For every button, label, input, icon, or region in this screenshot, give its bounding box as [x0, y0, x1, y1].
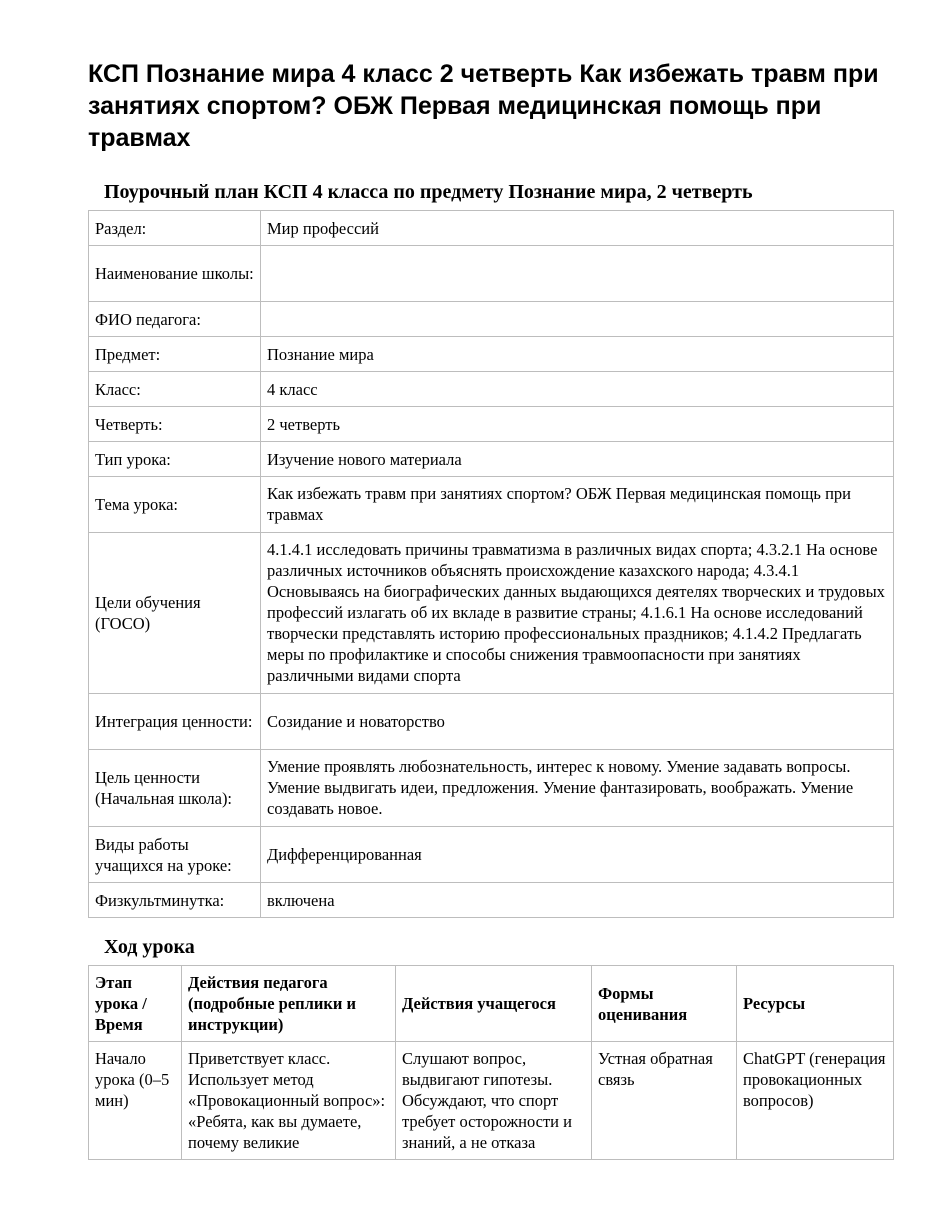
document-title: КСП Познание мира 4 класс 2 четверть Как избежать травм при занятиях спортом? ОБЖ Первая медицинская помощь при травмах	[88, 60, 879, 152]
row-value: Изучение нового материала	[261, 442, 894, 477]
table-row	[89, 694, 894, 750]
row-value: включена	[261, 883, 894, 918]
table-row	[89, 533, 894, 694]
table-row	[89, 442, 894, 477]
row-label: Предмет:	[89, 337, 261, 372]
table-row	[89, 407, 894, 442]
row-value	[261, 302, 894, 337]
cell-text: Приветствует класс. Использует метод «Провокационный вопрос»: «Ребята, как вы думаете, почему великие	[188, 1049, 386, 1152]
row-label: Виды работы учащихся на уроке:	[89, 827, 261, 883]
row-value: Познание мира	[261, 337, 894, 372]
table-row	[89, 750, 894, 827]
table-row	[89, 883, 894, 918]
row-value: 4.1.4.1 исследовать причины травматизма в различных видах спорта; 4.3.2.1 На основе различных источников объяснять происхождение казахского народа; 4.3.4.1 Основываясь на биографических данных выдающихся деятелях творческих и трудовых профессий излагать об их вкладе в развитие страны; 4.1.6.1 На основе исследований творчески представлять историю профессиональных праздников; 4.1.4.2 Предлагать меры по профилактике и способы снижения травмоопасности при занятиях различными видами спорта	[261, 533, 894, 694]
table-row	[89, 1042, 894, 1160]
cell-resources	[737, 1042, 894, 1160]
table-row	[89, 246, 894, 302]
row-value: 4 класс	[261, 372, 894, 407]
row-label: Тема урока:	[89, 477, 261, 533]
plan-heading: Поурочный план КСП 4 класса по предмету Познание мира, 2 четверть	[104, 181, 753, 203]
cell-teacher	[182, 1042, 396, 1160]
table-row	[89, 372, 894, 407]
row-value: Созидание и новаторство	[261, 694, 894, 750]
row-value: Умение проявлять любознательность, интерес к новому. Умение задавать вопросы. Умение выдвигать идеи, предложения. Умение фантазировать, воображать. Умение создавать новое.	[261, 750, 894, 827]
plan-table	[88, 210, 894, 918]
cell-text: ChatGPT (генерация провокационных вопросов)	[743, 1049, 886, 1110]
row-label: Тип урока:	[89, 442, 261, 477]
table-row	[89, 337, 894, 372]
column-header-assessment: Формы оценивания	[592, 966, 737, 1042]
lesson-table	[88, 965, 894, 1160]
column-header-resources: Ресурсы	[737, 966, 894, 1042]
column-header-stage: Этап урока / Время	[89, 966, 182, 1042]
row-label: Класс:	[89, 372, 261, 407]
table-row	[89, 827, 894, 883]
row-value: 2 четверть	[261, 407, 894, 442]
cell-stage	[89, 1042, 182, 1160]
table-header-row	[89, 966, 894, 1042]
cell-assessment	[592, 1042, 737, 1160]
row-label: Цель ценности (Начальная школа):	[89, 750, 261, 827]
cell-text: Начало урока (0–5 мин)	[95, 1049, 170, 1110]
table-row	[89, 211, 894, 246]
row-value: Мир профессий	[261, 211, 894, 246]
column-header-teacher: Действия педагога (подробные реплики и инструкции)	[182, 966, 396, 1042]
table-row	[89, 302, 894, 337]
cell-text: Устная обратная связь	[598, 1049, 713, 1089]
table-row	[89, 477, 894, 533]
row-label: Раздел:	[89, 211, 261, 246]
lesson-heading: Ход урока	[104, 936, 195, 958]
row-value	[261, 246, 894, 302]
row-value: Дифференцированная	[261, 827, 894, 883]
row-label: Цели обучения (ГОСО)	[89, 533, 261, 694]
cell-student	[396, 1042, 592, 1160]
row-label: ФИО педагога:	[89, 302, 261, 337]
row-label: Физкультминутка:	[89, 883, 261, 918]
row-label: Интеграция ценности:	[89, 694, 261, 750]
row-label: Четверть:	[89, 407, 261, 442]
column-header-student: Действия учащегося	[396, 966, 592, 1042]
row-value: Как избежать травм при занятиях спортом? ОБЖ Первая медицинская помощь при травмах	[261, 477, 894, 533]
cell-text: Слушают вопрос, выдвигают гипотезы. Обсуждают, что спорт требует осторожности и знаний, а не отказа	[402, 1049, 572, 1152]
row-label: Наименование школы:	[89, 246, 261, 302]
